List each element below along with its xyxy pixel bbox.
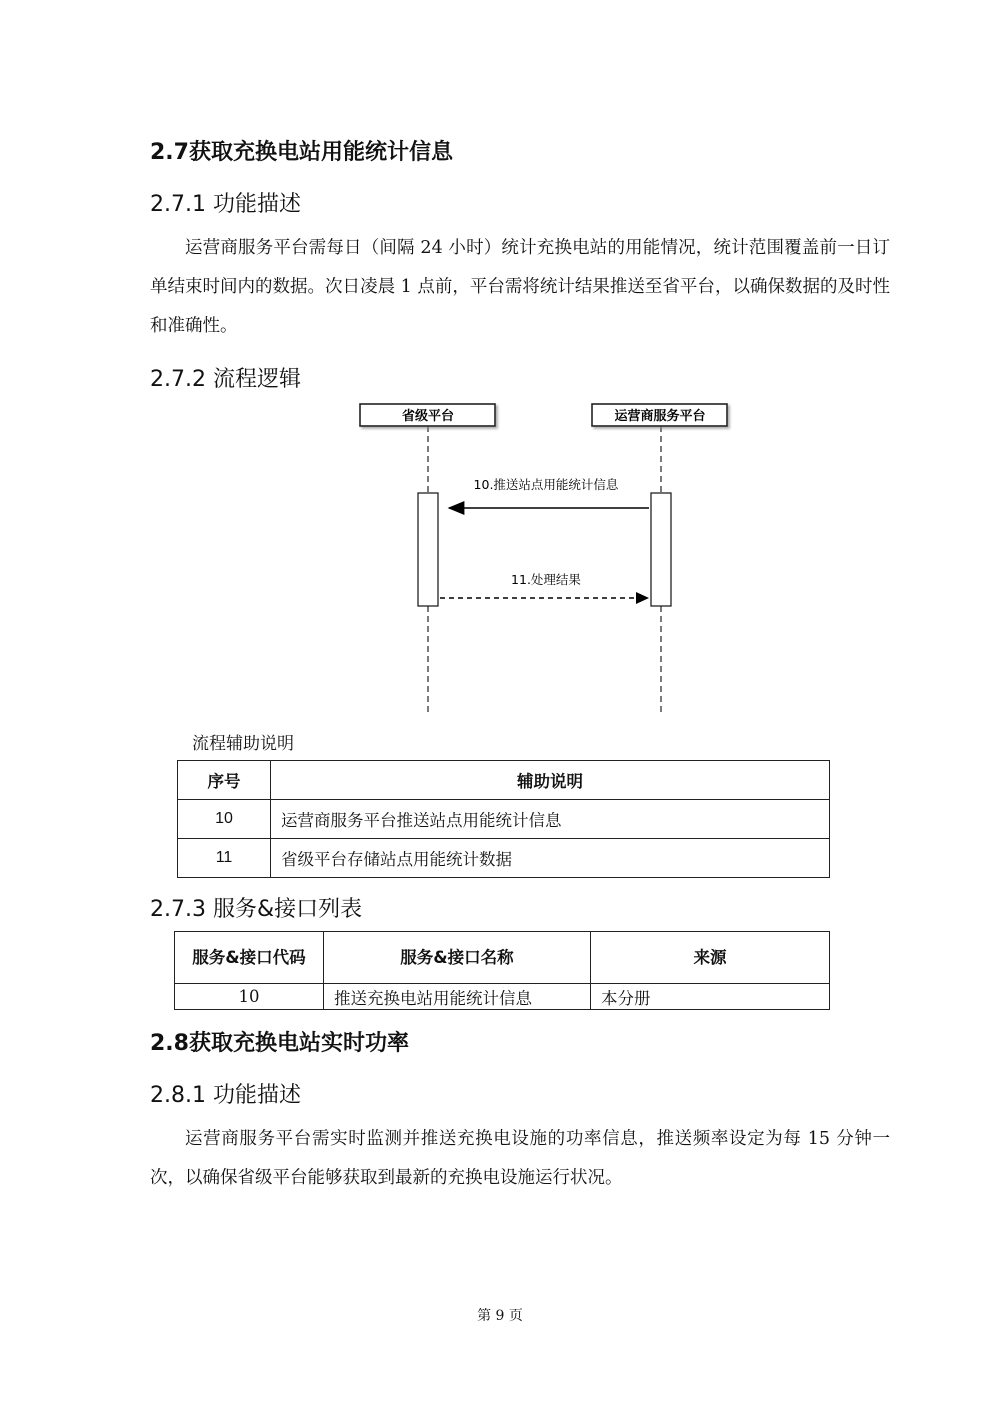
right-actor-label: 运营商服务平台 [614,409,706,424]
section-2-7-1-title: 2.7.1 功能描述 [150,192,301,217]
service-table-header-code: 服务&接口代码 [175,932,324,984]
service-table-cell-code: 10 [175,984,324,1010]
sequence-diagram [350,398,740,718]
service-table-header-name: 服务&接口名称 [324,932,591,984]
service-table-header-row [175,932,830,984]
service-table-cell-source: 本分册 [591,984,830,1010]
section-2-7-3-title: 2.7.3 服务&接口列表 [150,897,363,922]
right-activation-bar [651,493,671,606]
message-11-arrowhead [636,592,649,604]
service-table [174,931,830,1010]
section-2-7-2-title: 2.7.2 流程逻辑 [150,367,301,392]
table-row [175,984,830,1010]
section-2-8-1-paragraph: 运营商服务平台需实时监测并推送充换电设施的功率信息，推送频率设定为每 15 分钟一次，以确保省级平台能够获取到最新的充换电设施运行状况。 [150,1129,890,1188]
aux-table-cell-index: 10 [178,800,271,839]
left-activation-bar [418,493,438,606]
aux-table-header-desc: 辅助说明 [271,761,830,800]
aux-table-cell-desc: 省级平台存储站点用能统计数据 [271,839,830,878]
table-row [178,839,830,878]
aux-table-cell-index: 11 [178,839,271,878]
aux-table-cell-desc: 运营商服务平台推送站点用能统计信息 [271,800,830,839]
aux-table [177,760,830,878]
page-number: 第 9 页 [477,1308,523,1324]
service-table-header-source: 来源 [591,932,830,984]
left-actor-label: 省级平台 [401,409,455,424]
section-2-8-1-title: 2.8.1 功能描述 [150,1083,301,1108]
service-table-cell-name: 推送充换电站用能统计信息 [324,984,591,1010]
section-2-7-1-paragraph: 运营商服务平台需每日（间隔 24 小时）统计充换电站的用能情况，统计范围覆盖前一日订单结束时间内的数据。次日凌晨 1 点前，平台需将统计结果推送至省平台，以确保数据的及时性和准确性。 [150,238,890,336]
aux-table-caption: 流程辅助说明 [192,734,294,754]
aux-table-header-row [178,761,830,800]
aux-table-header-index: 序号 [178,761,271,800]
message-10-label: 10.推送站点用能统计信息 [473,477,619,492]
table-row [178,800,830,839]
section-2-7-title: 2.7获取充换电站用能统计信息 [150,140,453,165]
section-2-8-title: 2.8获取充换电站实时功率 [150,1031,409,1056]
message-11-label: 11.处理结果 [511,572,581,587]
